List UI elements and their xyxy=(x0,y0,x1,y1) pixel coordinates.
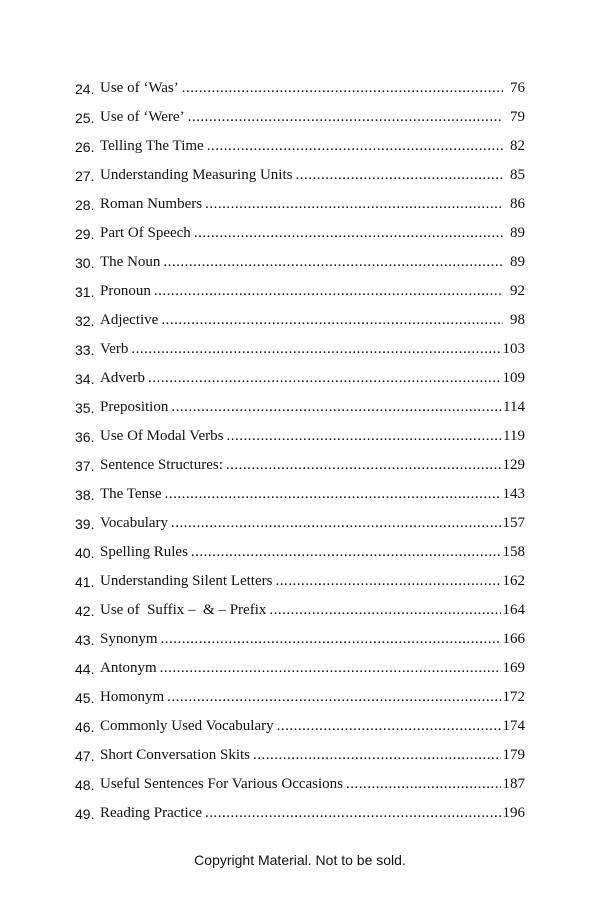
toc-entry xyxy=(75,538,525,567)
entry-page: 92 xyxy=(510,283,525,299)
entry-title: Adverb xyxy=(100,370,145,386)
entry-title: Use of Suffix – & – Prefix xyxy=(100,602,267,618)
entry-title: Part Of Speech xyxy=(100,225,191,241)
toc-entry xyxy=(75,683,525,712)
entry-title: Commonly Used Vocabulary xyxy=(100,718,274,734)
entry-page: 79 xyxy=(510,109,525,125)
entry-title: Homonym xyxy=(100,689,165,705)
entry-number: 37. xyxy=(75,457,95,474)
toc-entry xyxy=(75,393,525,422)
dot-leader xyxy=(275,573,500,590)
entry-title: Synonym xyxy=(100,631,158,647)
entry-title: Understanding Measuring Units xyxy=(100,167,293,183)
entry-title: Spelling Rules xyxy=(100,544,188,560)
table-of-contents xyxy=(75,74,525,828)
entry-page: 82 xyxy=(510,138,525,154)
entry-page: 179 xyxy=(502,747,525,763)
entry-title: Preposition xyxy=(100,399,169,415)
entry-page: 162 xyxy=(502,573,525,589)
toc-entry xyxy=(75,364,525,393)
entry-page: 114 xyxy=(503,399,525,415)
entry-page: 85 xyxy=(510,167,525,183)
entry-title: Antonym xyxy=(100,660,157,676)
entry-number: 29. xyxy=(75,225,95,242)
toc-entry xyxy=(75,277,525,306)
entry-title: Telling The Time xyxy=(100,138,204,154)
entry-number: 31. xyxy=(75,283,95,300)
dot-leader xyxy=(167,689,500,706)
dot-leader xyxy=(205,196,503,213)
entry-number: 49. xyxy=(75,805,95,822)
entry-page: 76 xyxy=(510,80,525,96)
entry-number: 30. xyxy=(75,254,95,271)
entry-page: 89 xyxy=(510,254,525,270)
entry-page: 98 xyxy=(510,312,525,328)
toc-entry xyxy=(75,509,525,538)
entry-page: 143 xyxy=(502,486,525,502)
entry-number: 42. xyxy=(75,602,95,619)
toc-entry xyxy=(75,596,525,625)
entry-title: The Tense xyxy=(100,486,162,502)
entry-title: Understanding Silent Letters xyxy=(100,573,273,589)
entry-number: 48. xyxy=(75,776,95,793)
dot-leader xyxy=(161,631,501,648)
entry-page: 172 xyxy=(502,689,525,705)
dot-leader xyxy=(269,602,500,619)
entry-page: 196 xyxy=(502,805,525,821)
dot-leader xyxy=(171,399,501,416)
entry-title: Reading Practice xyxy=(100,805,203,821)
entry-page: 89 xyxy=(510,225,525,241)
entry-page: 187 xyxy=(502,776,525,792)
dot-leader xyxy=(226,457,501,474)
entry-title: Vocabulary xyxy=(100,515,169,531)
entry-title: Pronoun xyxy=(100,283,151,299)
toc-entry xyxy=(75,451,525,480)
entry-page: 157 xyxy=(502,515,525,531)
toc-entry xyxy=(75,335,525,364)
toc-entry xyxy=(75,422,525,451)
toc-entry xyxy=(75,712,525,741)
dot-leader xyxy=(277,718,501,735)
toc-entry xyxy=(75,480,525,509)
dot-leader xyxy=(226,428,501,445)
entry-page: 166 xyxy=(502,631,525,647)
dot-leader xyxy=(131,341,500,358)
toc-entry xyxy=(75,161,525,190)
entry-title: The Noun xyxy=(100,254,161,270)
entry-number: 38. xyxy=(75,486,95,503)
toc-entry xyxy=(75,567,525,596)
entry-title: Short Conversation Skits xyxy=(100,747,251,763)
entry-page: 109 xyxy=(502,370,525,386)
entry-title: Sentence Structures: xyxy=(100,457,223,473)
dot-leader xyxy=(163,254,503,271)
entry-number: 41. xyxy=(75,573,95,590)
toc-entry xyxy=(75,799,525,828)
entry-page: 164 xyxy=(502,602,525,618)
entry-title: Use of ‘Was’ xyxy=(100,80,179,96)
dot-leader xyxy=(182,80,503,97)
entry-title: Adjective xyxy=(100,312,159,328)
dot-leader xyxy=(160,660,501,677)
entry-number: 32. xyxy=(75,312,95,329)
toc-entry xyxy=(75,770,525,799)
dot-leader xyxy=(161,312,503,329)
entry-page: 169 xyxy=(502,660,525,676)
copyright-footer: Copyright Material. Not to be sold. xyxy=(194,852,406,868)
entry-number: 33. xyxy=(75,341,95,358)
dot-leader xyxy=(165,486,501,503)
entry-number: 27. xyxy=(75,167,95,184)
entry-number: 45. xyxy=(75,689,95,706)
entry-number: 44. xyxy=(75,660,95,677)
entry-title: Roman Numbers xyxy=(100,196,203,212)
dot-leader xyxy=(346,776,500,793)
entry-number: 47. xyxy=(75,747,95,764)
entry-number: 24. xyxy=(75,80,95,97)
entry-page: 174 xyxy=(502,718,525,734)
entry-number: 36. xyxy=(75,428,95,445)
entry-page: 103 xyxy=(502,341,525,357)
dot-leader xyxy=(253,747,500,764)
dot-leader xyxy=(205,805,500,822)
entry-title: Use Of Modal Verbs xyxy=(100,428,224,444)
entry-number: 25. xyxy=(75,109,95,126)
dot-leader xyxy=(148,370,501,387)
dot-leader xyxy=(188,109,503,126)
toc-entry xyxy=(75,132,525,161)
toc-entry xyxy=(75,103,525,132)
toc-entry xyxy=(75,248,525,277)
entry-page: 129 xyxy=(502,457,525,473)
entry-number: 35. xyxy=(75,399,95,416)
entry-number: 43. xyxy=(75,631,95,648)
toc-entry xyxy=(75,654,525,683)
entry-number: 26. xyxy=(75,138,95,155)
entry-title: Useful Sentences For Various Occasions xyxy=(100,776,344,792)
entry-title: Use of ‘Were’ xyxy=(100,109,185,125)
entry-number: 40. xyxy=(75,544,95,561)
dot-leader xyxy=(194,225,503,242)
entry-page: 119 xyxy=(503,428,525,444)
toc-entry xyxy=(75,190,525,219)
dot-leader xyxy=(171,515,500,532)
dot-leader xyxy=(207,138,503,155)
dot-leader xyxy=(295,167,503,184)
dot-leader xyxy=(154,283,503,300)
dot-leader xyxy=(191,544,501,561)
toc-entry xyxy=(75,625,525,654)
entry-title: Verb xyxy=(100,341,129,357)
toc-entry xyxy=(75,741,525,770)
toc-entry xyxy=(75,219,525,248)
entry-page: 86 xyxy=(510,196,525,212)
entry-number: 34. xyxy=(75,370,95,387)
entry-page: 158 xyxy=(502,544,525,560)
toc-entry xyxy=(75,306,525,335)
entry-number: 46. xyxy=(75,718,95,735)
entry-number: 39. xyxy=(75,515,95,532)
toc-entry xyxy=(75,74,525,103)
entry-number: 28. xyxy=(75,196,95,213)
